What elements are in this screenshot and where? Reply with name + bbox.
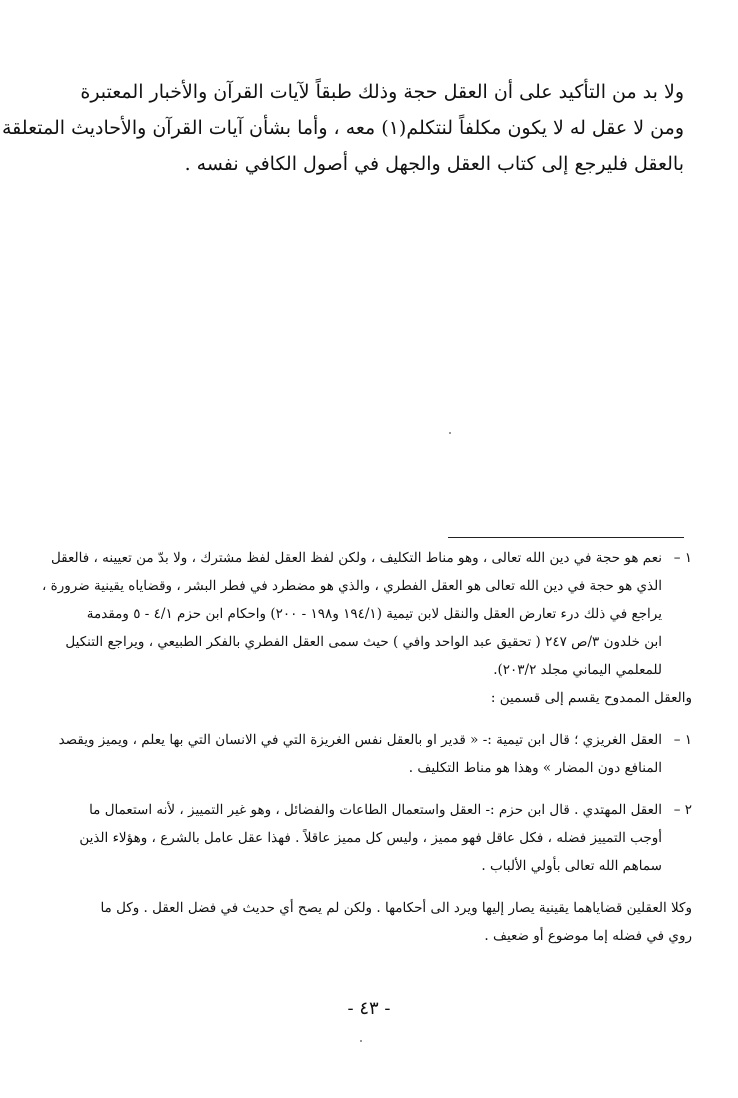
item-line: ١ –العقل الغريزي ؛ قال ابن تيمية :- « قدير او بالعقل نفس الغريزة التي في الانسان التي بها يعلم ، ويميز ويقصد xyxy=(62,726,692,754)
main-paragraph xyxy=(1,74,684,182)
footnote-line: يراجع في ذلك درء تعارض العقل والنقل لابن تيمية (١٩٤/١ و١٩٨ - ٢٠٠) واحكام ابن حزم ٤/١ - ٥ ومقدمة xyxy=(86,606,662,622)
item-line: سماهم الله تعالى بأولي الألباب . xyxy=(481,858,662,874)
item-number: ١ – xyxy=(673,732,692,748)
scan-speck xyxy=(449,432,451,434)
footnote-line: ١ –نعم هو حجة في دين الله تعالى ، وهو مناط التكليف ، ولكن لفظ العقل لفظ مشترك ، ولا بدّ من تعيينه ، فالعقل xyxy=(62,544,692,572)
main-line: ولا بد من التأكيد على أن العقل حجة وذلك طبقاً لآيات القرآن والأخبار المعتبرة xyxy=(80,81,684,103)
footnote-1 xyxy=(42,544,692,684)
division-item-1 xyxy=(58,726,692,782)
footnotes xyxy=(42,544,692,950)
division-item-2 xyxy=(62,796,692,880)
footnote-line: الذي هو حجة في دين الله تعالى هو العقل الفطري ، والذي هو مضطرد في فطر البشر ، وقضاياه يقينية ضرورة ، xyxy=(42,578,662,594)
item-line: ٢ –العقل المهتدي . قال ابن حزم :- العقل واستعمال الطاعات والفضائل ، وهو غير التمييز ، لأنه استعمال ما xyxy=(62,796,692,824)
footnote-line: للمعلمي اليماني مجلد ٢٠٣/٢). xyxy=(493,662,662,678)
item-line: المنافع دون المضار » وهذا هو مناط التكليف . xyxy=(408,760,662,776)
division-heading: والعقل الممدوح يقسم إلى قسمين : xyxy=(490,690,692,706)
conclusion xyxy=(62,894,692,950)
conclusion-line: وكلا العقلين قضاياهما يقينية يصار إليها ويرد الى أحكامها . ولكن لم يصح أي حديث في فضل العقل . وكل ما xyxy=(100,900,692,916)
main-line: بالعقل فليرجع إلى كتاب العقل والجهل في أصول الكافي نفسه . xyxy=(184,153,684,175)
footnote-number: ١ – xyxy=(673,550,692,566)
conclusion-line: روي في فضله إما موضوع أو ضعيف . xyxy=(484,928,692,944)
footnote-line: ابن خلدون ٣/ص ٢٤٧ ( تحقيق عبد الواحد وافي ) حيث سمى العقل الفطري بالفكر الطبيعي ، ويراجع التنكيل xyxy=(65,634,662,650)
page-number: - ٤٣ - xyxy=(347,998,391,1019)
scan-speck xyxy=(360,1040,362,1042)
item-line: أوجب التمييز فضله ، فكل عاقل فهو مميز ، وليس كل مميز عاقلاً . فهذا عقل عامل بالشرع ، وهؤلاء الذين xyxy=(79,830,662,846)
footnote-separator xyxy=(448,537,684,538)
item-number: ٢ – xyxy=(673,802,692,818)
main-line: ومن لا عقل له لا يكون مكلفاً لنتكلم(١) معه ، وأما بشأن آيات القرآن والأحاديث المتعلقة xyxy=(1,117,684,139)
